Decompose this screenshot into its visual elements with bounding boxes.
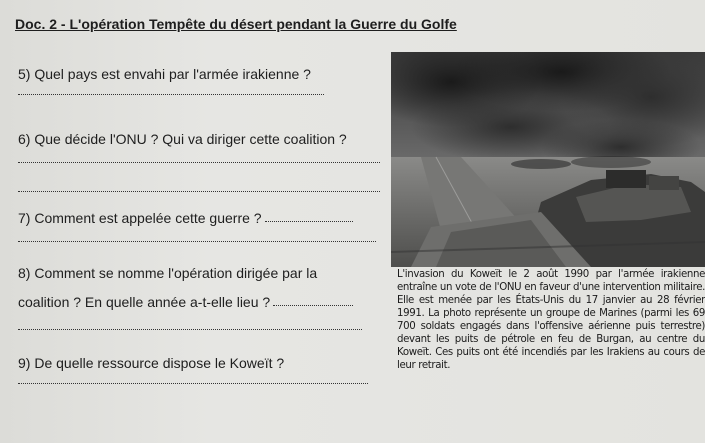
- oil-fires-photo: [391, 52, 705, 267]
- question-6: 6) Que décide l'ONU ? Qui va diriger cette coalition ?: [18, 131, 347, 147]
- question-8-line-2: [18, 294, 353, 310]
- question-7: [18, 210, 353, 226]
- document-title: Doc. 2 - L'opération Tempête du désert pendant la Guerre du Golfe: [15, 16, 457, 32]
- photo-caption: [397, 268, 705, 372]
- question-8-text: coalition ? En quelle année a-t-elle lieu ?: [18, 294, 271, 310]
- question-5: 5) Quel pays est envahi par l'armée irakienne ?: [18, 66, 311, 82]
- photo-caption-text: L'invasion du Koweït le 2 août 1990 par l'armée irakienne entraîne un vote de l'ONU en faveur d'une intervention militaire. Elle est menée par les États-Unis du 17 janvier au 28 février 1991. La photo représente un groupe de Marines (parmi les 69 700 soldats engagés dans l'offensive aérienne puis terrestre) devant les puits de pétrole en feu de Burgan, au centre du Koweït. Ces puits ont été incendiés par les Irakiens au cours de leur retrait.: [397, 269, 705, 371]
- answer-line-9: [18, 383, 368, 384]
- answer-line-6a: [18, 162, 380, 163]
- answer-line-8: [18, 329, 362, 330]
- answer-line-8-inline: [273, 305, 353, 306]
- answer-line-5: [18, 94, 324, 95]
- answer-line-7-inline: [265, 221, 353, 222]
- question-8-line-1: 8) Comment se nomme l'opération dirigée par la: [18, 265, 318, 281]
- answer-line-7: [18, 241, 376, 242]
- answer-line-6b: [18, 191, 380, 192]
- question-7-text: 7) Comment est appelée cette guerre ?: [18, 210, 262, 226]
- question-9: 9) De quelle ressource dispose le Koweït ?: [18, 355, 285, 371]
